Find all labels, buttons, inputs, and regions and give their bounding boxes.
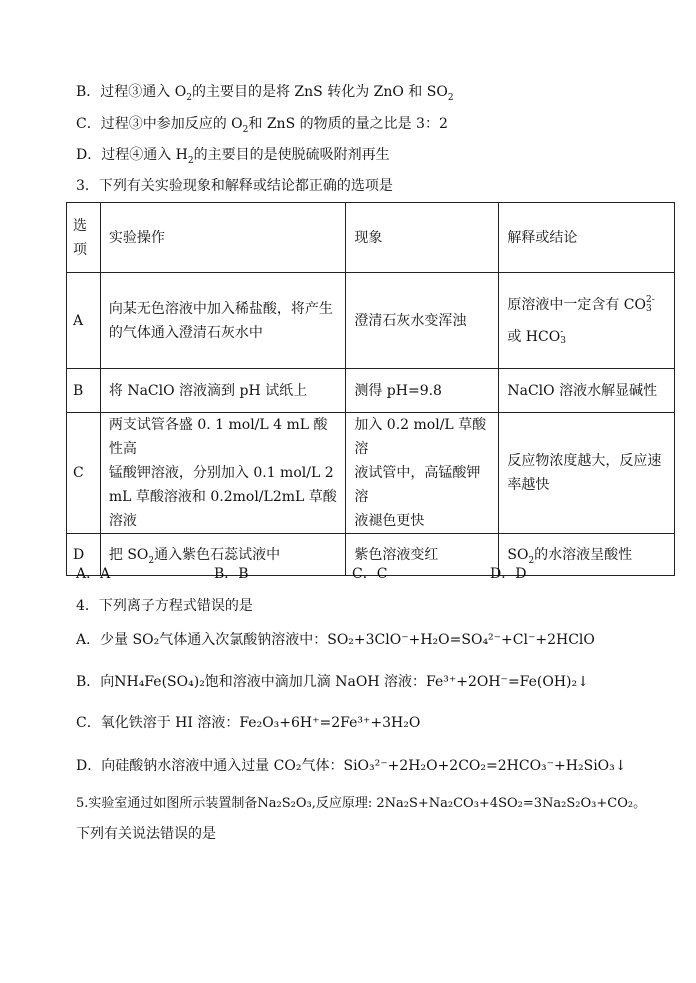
op-sub: 2 xyxy=(148,555,155,566)
op-line: mL 草酸溶液和 0.2mol/L2mL 草酸溶液 xyxy=(108,489,337,529)
q3-choice-d: D．D xyxy=(490,566,527,582)
con-line: 反应物浓度越大，反应速 xyxy=(507,453,662,469)
row-phenomenon: 紫色溶液变红 xyxy=(346,534,499,576)
conclusion-line xyxy=(507,293,666,317)
header-phenomenon: 现象 xyxy=(346,203,499,273)
row-label: A xyxy=(67,273,101,369)
q2-d-prefix: D．过程④通入 H xyxy=(76,147,188,163)
q3-stem: 3．下列有关实验现象和解释或结论都正确的选项是 xyxy=(76,178,393,194)
row-conclusion: NaClO 溶液水解显碱性 xyxy=(499,369,675,413)
q2-option-d xyxy=(76,145,390,165)
con-line: 率越快 xyxy=(507,477,550,493)
row-label: B xyxy=(67,369,101,413)
op-prefix: 把 SO xyxy=(108,546,149,563)
bicarbonate-sub: 3 xyxy=(560,335,566,346)
ph-line: 加入 0.2 mol/L 草酸溶 xyxy=(354,417,487,457)
q3-choice-b: B．B xyxy=(214,566,249,582)
op-line: 锰酸钾溶液，分别加入 0.1 mol/L 2 xyxy=(108,465,334,481)
header-option-line2: 项 xyxy=(73,241,87,258)
con-sub: 2 xyxy=(528,555,535,566)
q2-b-sub1: 2 xyxy=(186,92,192,103)
q2-b-mid: 的主要目的是将 ZnS 转化为 ZnO 和 SO xyxy=(191,84,448,100)
row-phenomenon xyxy=(346,413,499,534)
row-phenomenon: 测得 pH=9.8 xyxy=(346,369,499,413)
q3-choice-c: C．C xyxy=(352,566,388,582)
row-operation xyxy=(100,273,345,369)
con-prefix: SO xyxy=(507,546,529,563)
conclusion-prefix: 原溶液中一定含有 CO xyxy=(507,296,646,313)
q2-d-sub: 2 xyxy=(187,155,194,166)
con-suffix: 的水溶液呈酸性 xyxy=(534,546,633,563)
table-row xyxy=(67,273,675,369)
q2-b-sub2: 2 xyxy=(447,92,454,103)
q3-choice-a: A．A xyxy=(76,566,111,582)
q2-option-c xyxy=(76,114,448,134)
ph-line: 液试管中，高锰酸钾溶 xyxy=(354,465,481,505)
q4-option-b: B．向NH₄Fe(SO₄)₂饱和溶液中滴加几滴 NaOH 溶液：Fe³⁺+2OH⁻=Fe(OH)₂↓ xyxy=(76,674,589,690)
header-operation: 实验操作 xyxy=(100,203,345,273)
conclusion-mid: 或 HCO xyxy=(507,328,561,345)
q4-stem: 4．下列离子方程式错误的是 xyxy=(76,598,253,614)
table-row xyxy=(67,413,675,534)
row-operation xyxy=(100,413,345,534)
q2-b-prefix: B．过程③通入 O xyxy=(76,84,187,100)
table-row xyxy=(67,369,675,413)
ph-line: 液褪色更快 xyxy=(354,513,425,529)
row-operation: 将 NaClO 溶液滴到 pH 试纸上 xyxy=(100,369,345,413)
blank-area xyxy=(0,850,696,983)
carbonate-charge: 2- xyxy=(646,294,655,305)
row-phenomenon: 澄清石灰水变浑浊 xyxy=(346,273,499,369)
q2-option-b xyxy=(76,82,454,102)
op-line: 向某无色溶液中加入稀盐酸，将产生 xyxy=(108,300,333,317)
carbonate-sub: 3 xyxy=(646,303,652,314)
conclusion-line xyxy=(507,325,666,349)
q2-d-suffix: 的主要目的是使脱硫吸附剂再生 xyxy=(193,147,390,163)
header-option-line1: 选 xyxy=(73,217,87,234)
row-conclusion xyxy=(499,413,675,534)
q5-stem-line1: 5.实验室通过如图所示装置制备Na₂S₂O₃,反应原理: 2Na₂S+Na₂CO₃+4SO₂=3Na₂S₂O₃+CO₂。 xyxy=(76,796,647,811)
q5-stem-line2: 下列有关说法错误的是 xyxy=(76,826,216,842)
row-conclusion xyxy=(499,273,675,369)
q2-c-sub: 2 xyxy=(242,124,249,135)
header-option xyxy=(67,203,101,273)
bicarbonate-charge: - xyxy=(560,326,564,337)
op-line: 的气体通入澄清石灰水中 xyxy=(108,324,263,341)
row-label: C xyxy=(67,413,101,534)
q4-option-d: D．向硅酸钠水溶液中通入过量 CO₂气体：SiO₃²⁻+2H₂O+2CO₂=2HCO₃⁻+H₂SiO₃↓ xyxy=(76,758,627,774)
q4-option-a: A．少量 SO₂气体通入次氯酸钠溶液中：SO₂+3ClO⁻+H₂O=SO₄²⁻+Cl⁻+2HClO xyxy=(76,632,595,648)
header-conclusion: 解释或结论 xyxy=(499,203,675,273)
op-suffix: 通入紫色石蕊试液中 xyxy=(154,546,281,563)
row-label: D xyxy=(67,534,101,576)
experiment-table xyxy=(66,202,675,576)
q2-c-prefix: C．过程③中参加反应的 O xyxy=(76,116,243,132)
op-line: 两支试管各盛 0. 1 mol/L 4 mL 酸性高 xyxy=(108,417,328,457)
q2-c-suffix: 和 ZnS 的物质的量之比是 3：2 xyxy=(248,116,448,132)
q4-option-c: C．氧化铁溶于 HI 溶液：Fe₂O₃+6H⁺=2Fe³⁺+3H₂O xyxy=(76,715,421,731)
table-header-row xyxy=(67,203,675,273)
